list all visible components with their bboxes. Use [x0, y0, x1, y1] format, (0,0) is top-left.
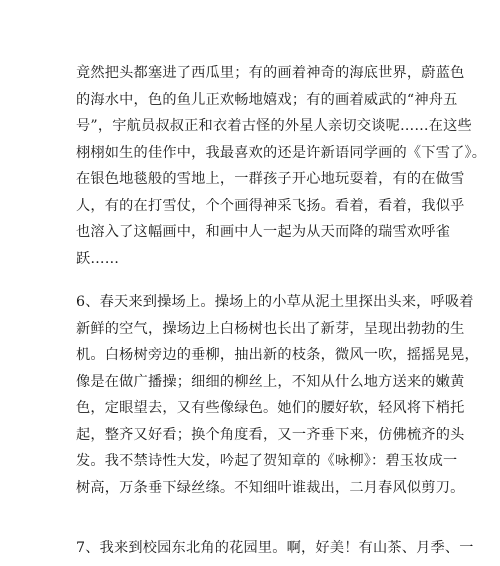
text-line: 起，整齐又好看；换个角度看，又一齐垂下来，仿佛梳齐的头	[76, 426, 465, 443]
text-line: 树高，万条垂下绿丝绦。不知细叶谁裁出，二月春风似剪刀。	[76, 479, 465, 496]
text-line: 6、春天来到操场上。操场上的小草从泥土里探出头来，呼吸着	[76, 294, 474, 310]
text-line: 号”，宇航员叔叔正和衣着古怪的外星人亲切交谈呢……在这些	[76, 118, 472, 134]
text-line: 7、我来到校园东北角的花园里。啊，好美！有山茶、月季、一	[76, 540, 474, 556]
text-line: 新鲜的空气，操场边上白杨树也长出了新芽，呈现出勃勃的生	[76, 320, 465, 337]
paragraph-drawing-exhibition	[76, 60, 487, 272]
text-line: 在银色地毯般的雪地上，一群孩子开心地玩耍着，有的在做雪	[76, 171, 465, 187]
text-line: 栩栩如生的佳作中，我最喜欢的还是许新语同学画的《下雪了》。	[76, 144, 487, 161]
paragraph-garden	[76, 535, 474, 562]
paragraph-spring-playground	[76, 289, 479, 501]
text-line: 跃……	[76, 250, 120, 267]
text-line: 竟然把头都塞进了西瓜里；有的画着神奇的海底世界，蔚蓝色	[76, 65, 465, 81]
text-line: 机。白杨树旁边的垂柳，抽出新的枝条，微风一吹，摇摇晃晃，	[76, 347, 479, 363]
text-line: 也溶入了这幅画中，和画中人一起为从天而降的瑞雪欢呼雀	[76, 224, 451, 240]
text-line: 人，有的在打雪仗，个个画得神采飞扬。看着，看着，我似乎	[76, 197, 465, 214]
text-line: 色，定眼望去，又有些像绿色。她们的腰好软，轻风将下梢托	[76, 400, 465, 416]
text-line: 的海水中，色的鱼儿正欢畅地嬉戏；有的画着威武的“神舟五	[76, 91, 458, 108]
text-line: 像是在做广播操；细细的柳丝上，不知从什么地方送来的嫩黄	[76, 373, 465, 390]
text-line: 发。我不禁诗性大发，吟起了贺知章的《咏柳》：碧玉妆成一	[76, 453, 458, 469]
